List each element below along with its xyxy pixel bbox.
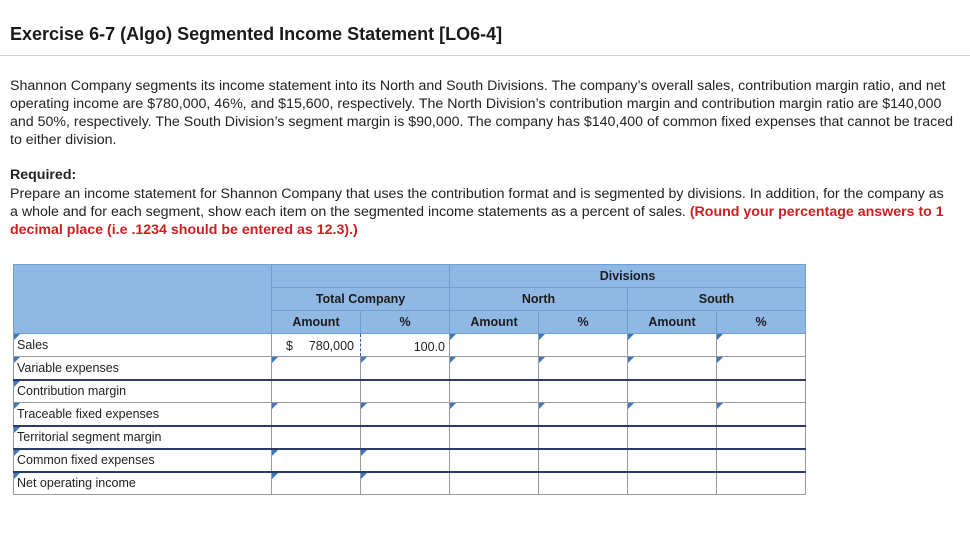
north-sales-percent-input[interactable] [539, 334, 628, 357]
north-common-fixed-percent-blank [539, 449, 628, 472]
total-sales-percent-value: 100.0 [413, 340, 445, 354]
cell-marker-icon [14, 381, 20, 387]
cell-marker-icon [717, 357, 723, 363]
segmented-income-statement-table [13, 264, 806, 495]
south-amount-header: Amount [628, 311, 717, 334]
cell-marker-icon [628, 334, 634, 340]
row-label-sales[interactable] [14, 334, 272, 357]
cell-marker-icon [361, 450, 367, 456]
cell-marker-icon [628, 357, 634, 363]
north-percent-header: % [539, 311, 628, 334]
cell-marker-icon [14, 403, 20, 409]
cell-marker-icon [361, 357, 367, 363]
cell-marker-icon [628, 403, 634, 409]
total-segment-margin-amount-input[interactable] [272, 426, 361, 449]
cell-marker-icon [272, 357, 278, 363]
row-label-text: Net operating income [17, 476, 136, 491]
north-noi-percent-blank [539, 472, 628, 495]
north-header: North [450, 288, 628, 311]
total-traceable-amount-input[interactable] [272, 403, 361, 426]
south-noi-percent-blank [717, 472, 806, 495]
total-noi-amount-input[interactable] [272, 472, 361, 495]
row-label-traceable-fixed-expenses[interactable] [14, 403, 272, 426]
south-sales-percent-input[interactable] [717, 334, 806, 357]
south-header: South [628, 288, 806, 311]
cell-marker-icon [717, 334, 723, 340]
table-row-traceable-fixed-expenses [14, 403, 806, 426]
required-instructions [10, 185, 955, 239]
north-cm-amount-input[interactable] [450, 380, 539, 403]
row-label-variable-expenses[interactable] [14, 357, 272, 380]
cell-marker-icon [539, 334, 545, 340]
north-cm-percent-input[interactable] [539, 380, 628, 403]
problem-statement: Shannon Company segments its income statement into its North and South Divisions. The company’s overall sales, contribution margin ratio, and net operating income are $780,000, 46%, and $15,600, respectively. The North Division’s contribution margin and contribution margin ratio are $140,000 and 50%, respectively. The South Division’s segment margin is $90,000. The company has $140,400 of common fixed expenses that cannot be traced to either division. [10, 78, 953, 148]
header-row-divisions [14, 265, 806, 288]
table-row-territorial-segment-margin [14, 426, 806, 449]
total-amount-header: Amount [272, 311, 361, 334]
total-common-fixed-amount-input[interactable] [272, 449, 361, 472]
south-traceable-percent-input[interactable] [717, 403, 806, 426]
cell-marker-icon [450, 403, 456, 409]
table-row-contribution-margin [14, 380, 806, 403]
divisions-header: Divisions [450, 265, 806, 288]
south-common-fixed-percent-blank [717, 449, 806, 472]
total-company-header: Total Company [272, 288, 450, 311]
north-amount-header: Amount [450, 311, 539, 334]
south-variable-amount-input[interactable] [628, 357, 717, 380]
row-label-text: Contribution margin [17, 384, 127, 399]
cell-marker-icon [272, 450, 278, 456]
total-noi-percent-input[interactable] [361, 472, 450, 495]
south-cm-percent-input[interactable] [717, 380, 806, 403]
header-corner [14, 265, 272, 334]
table-row-common-fixed-expenses [14, 449, 806, 472]
south-sales-amount-input[interactable] [628, 334, 717, 357]
total-traceable-percent-input[interactable] [361, 403, 450, 426]
total-variable-percent-input[interactable] [361, 357, 450, 380]
total-sales-amount-input[interactable] [272, 334, 361, 357]
row-label-text: Traceable fixed expenses [17, 406, 159, 421]
south-segment-margin-amount-input[interactable] [628, 426, 717, 449]
title-divider [0, 55, 970, 56]
south-traceable-amount-input[interactable] [628, 403, 717, 426]
cell-marker-icon [272, 473, 278, 479]
cell-marker-icon [450, 357, 456, 363]
total-sales-amount-value: 780,000 [308, 339, 354, 353]
cell-marker-icon [14, 427, 20, 433]
north-segment-margin-amount-input[interactable] [450, 426, 539, 449]
required-heading: Required: [10, 167, 77, 183]
cell-marker-icon [14, 334, 20, 340]
row-label-territorial-segment-margin[interactable] [14, 426, 272, 449]
cell-marker-icon [14, 450, 20, 456]
total-cm-amount-input[interactable] [272, 380, 361, 403]
row-label-net-operating-income[interactable] [14, 472, 272, 495]
table-row-sales [14, 334, 806, 357]
rounding-note: (Round your percentage answers to 1 decimal place (i.e .1234 should be entered as 12.3).) [10, 204, 944, 238]
required-body: Prepare an income statement for Shannon Company that uses the contribution format and is segmented by divisions. In addition, for the company as a whole and for each segment, show each item on the segmented income statements as a percent of sales. [10, 186, 944, 220]
north-variable-percent-input[interactable] [539, 357, 628, 380]
cell-marker-icon [361, 403, 367, 409]
south-variable-percent-input[interactable] [717, 357, 806, 380]
cell-marker-icon [450, 334, 456, 340]
row-label-text: Common fixed expenses [17, 453, 155, 467]
south-percent-header: % [717, 311, 806, 334]
south-cm-amount-input[interactable] [628, 380, 717, 403]
total-cm-percent-input[interactable] [361, 380, 450, 403]
cell-marker-icon [717, 403, 723, 409]
cell-marker-icon [361, 473, 367, 479]
north-segment-margin-percent-input[interactable] [539, 426, 628, 449]
north-common-fixed-blank [450, 449, 539, 472]
row-label-common-fixed-expenses[interactable] [14, 449, 272, 472]
north-traceable-amount-input[interactable] [450, 403, 539, 426]
south-segment-margin-percent-input[interactable] [717, 426, 806, 449]
north-sales-amount-input[interactable] [450, 334, 539, 357]
header-blank [272, 265, 450, 288]
north-variable-amount-input[interactable] [450, 357, 539, 380]
row-label-text: Variable expenses [17, 360, 119, 375]
cell-marker-icon [272, 403, 278, 409]
south-noi-blank [628, 472, 717, 495]
total-common-fixed-percent-input[interactable] [361, 449, 450, 472]
table-row-variable-expenses [14, 357, 806, 380]
table-row-net-operating-income [14, 472, 806, 495]
total-variable-amount-input[interactable] [272, 357, 361, 380]
cell-marker-icon [539, 403, 545, 409]
row-label-contribution-margin[interactable] [14, 380, 272, 403]
south-common-fixed-blank [628, 449, 717, 472]
total-segment-margin-percent-input[interactable] [361, 426, 450, 449]
row-label-text: Sales [17, 338, 49, 352]
row-label-text: Territorial segment margin [17, 430, 162, 444]
cell-marker-icon [14, 473, 20, 479]
north-traceable-percent-input[interactable] [539, 403, 628, 426]
cell-marker-icon [539, 357, 545, 363]
exercise-title: Exercise 6-7 (Algo) Segmented Income Statement [LO6-4] [10, 24, 503, 44]
total-percent-header: % [361, 311, 450, 334]
cell-marker-icon [14, 357, 20, 363]
dollar-sign: $ [286, 339, 293, 353]
total-sales-percent-input[interactable] [361, 334, 450, 357]
north-noi-blank [450, 472, 539, 495]
